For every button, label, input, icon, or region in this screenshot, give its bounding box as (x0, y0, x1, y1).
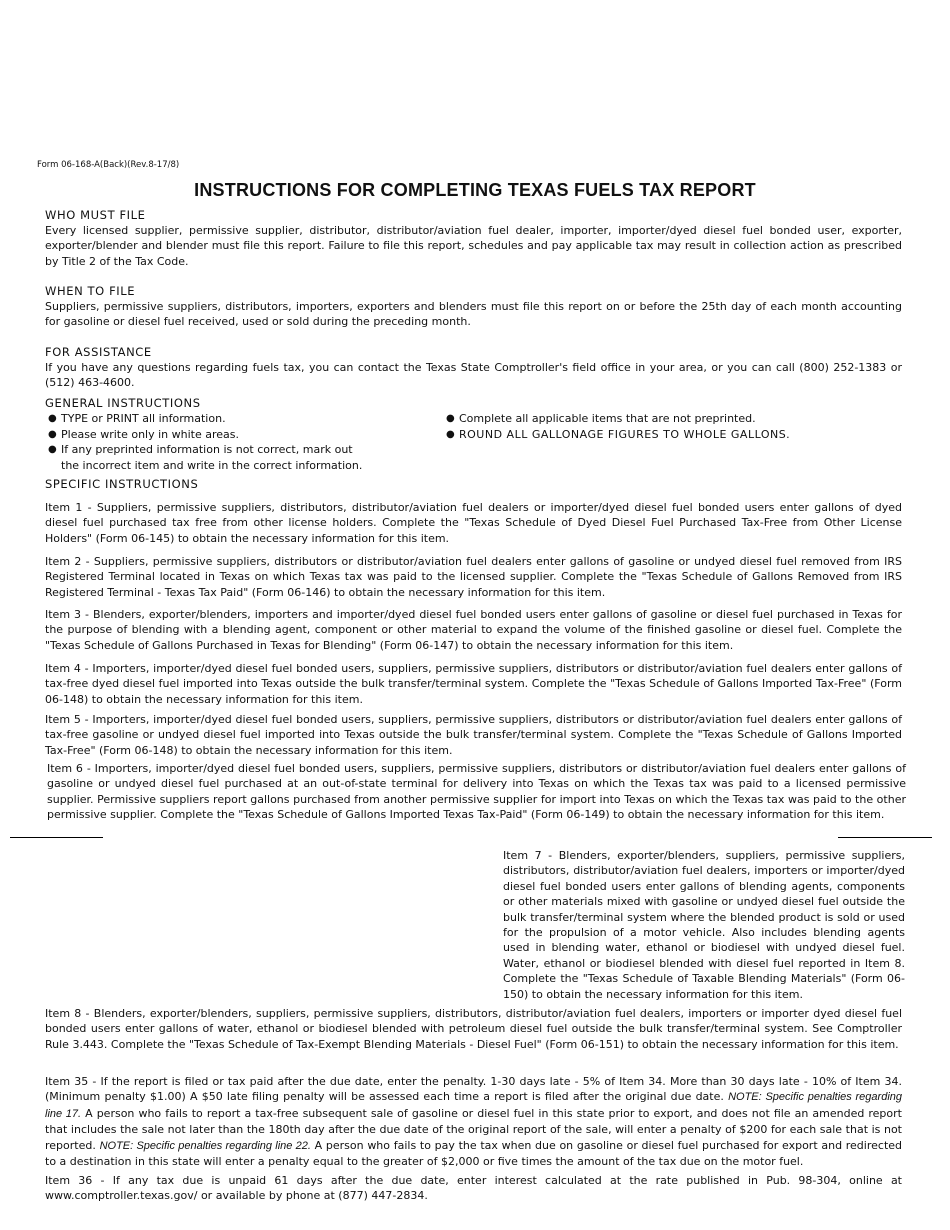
item-36-text: Item 36 - If any tax due is unpaid 61 days after the due date, enter interest calculated at the rate published in Pub. 98-304, online at www.comptroller.texas.gov/ or available by phone at (877) 447-2834. (45, 1174, 902, 1203)
when-to-file-heading: WHEN TO FILE (45, 284, 136, 298)
for-assistance-text: If you have any questions regarding fuels tax, you can contact the Texas State Comptroller's field office in your area, or you can call (800) 252-1383 or (512) 463-4600. (45, 361, 902, 390)
general-bullet-1: ● TYPE or PRINT all information. (48, 412, 226, 425)
item-35-part-c: A person who fails to pay the tax when due on gasoline or diesel fuel purchased for export and redirected to a destination in this state will enter a penalty equal to the greater of $2,000 or five times the amount of the tax due on the motor fuel. (45, 1138, 903, 1169)
general-bullet-3: ● If any preprinted information is not correct, mark out the incorrect item and write in the correct information. (48, 443, 363, 472)
general-bullet-2: ● Please write only in white areas. (48, 428, 239, 441)
item-5-text: Item 5 - Importers, importer/dyed diesel fuel bonded users, suppliers, permissive suppliers, distributors or distributor/aviation fuel dealers enter gallons of tax-free gasoline or undyed diesel fuel imported into Texas outside the bulk transfer/terminal system. Complete the "Texas Schedule of Gallons Imported Tax-Free" (Form 06-148) to obtain the necessary information for this item. (45, 713, 902, 757)
specific-instructions-heading: SPECIFIC INSTRUCTIONS (45, 477, 199, 491)
item-7-text: Item 7 - Blenders, exporter/blenders, suppliers, permissive suppliers, distributors, distributor/aviation fuel dealers, importers or importer/dyed diesel fuel bonded users enter gallons of blending agents, components or other materials mixed with gasoline or undyed diesel fuel outside the bulk transfer/terminal system where the blended product is sold or used for the propulsion of a motor vehicle. Also includes blending agents used in blending water, ethanol or biodiesel with undyed diesel fuel. Water, ethanol or biodiesel blended with diesel fuel reported in Item 8. Complete the "Texas Schedule of Taxable Blending Materials" (Form 06-150) to obtain the necessary information for this item. (503, 849, 905, 1001)
item-35-note-line-22: NOTE: Specific penalties regarding line 22. (99, 1139, 311, 1152)
page-title: INSTRUCTIONS FOR COMPLETING TEXAS FUELS TAX REPORT (194, 180, 756, 200)
item-35-note-line-17: NOTE: Specific penalties regarding line 17. (45, 1091, 902, 1120)
bullet-icon: ● (446, 429, 456, 440)
item-2-text: Item 2 - Suppliers, permissive suppliers, distributors or distributor/aviation fuel dealers enter gallons of gasoline or undyed diesel fuel removed from IRS Registered Terminal located in Texas on which Texas tax was paid to the licensed supplier. Complete the "Texas Schedule of Gallons Removed from IRS Registered Terminal - Texas Tax Paid" (Form 06-146) to obtain the necessary information for this item. (45, 555, 902, 599)
who-must-file-text: Every licensed supplier, permissive supplier, distributor, distributor/aviation fuel dealer, importer, importer/dyed diesel fuel bonded user, exporter, exporter/blender and blender must file this report. Failure to file this report, schedules and pay applicable tax may result in collection action as prescribed by Title 2 of the Tax Code. (45, 224, 902, 268)
bullet-icon: ● (446, 413, 455, 424)
bullet-icon: ● (48, 429, 57, 440)
item-3-text: Item 3 - Blenders, exporter/blenders, importers and importer/dyed diesel fuel bonded users enter gallons of gasoline or diesel fuel purchased in Texas for the purpose of blending with a blending agent, component or other material to expand the volume of the finished gasoline or diesel fuel. Complete the "Texas Schedule of Gallons Purchased in Texas for Blending" (Form 06-147) to obtain the necessary information for this item. (45, 608, 902, 652)
when-to-file-text: Suppliers, permissive suppliers, distributors, importers, exporters and blenders must file this report on or before the 25th day of each month accounting for gasoline or diesel fuel received, used or sold during the preceding month. (45, 300, 902, 329)
who-must-file-heading: WHO MUST FILE (45, 208, 146, 222)
item-6-text: Item 6 - Importers, importer/dyed diesel fuel bonded users, suppliers, permissive suppliers, distributors or distributor/aviation fuel dealers enter gallons of gasoline or undyed diesel fuel purchased at an out-of-state terminal for delivery into Texas on which the Texas tax was paid to a licensed permissive supplier. Permissive suppliers report gallons purchased from another permissive supplier for import into Texas on which the Texas tax was paid to the other permissive supplier. Complete the "Texas Schedule of Gallons Imported Texas Tax-Paid" (Form 06-149) to obtain the necessary information for this item. (47, 762, 906, 822)
divider-left (10, 837, 103, 838)
item-1-text: Item 1 - Suppliers, permissive suppliers, distributors, distributor/aviation fuel dealers or importer/dyed diesel fuel bonded users enter gallons of dyed diesel fuel purchased tax free from other license holders. Complete the "Texas Schedule of Dyed Diesel Fuel Purchased Tax-Free from Other License Holders" (Form 06-145) to obtain the necessary information for this item. (45, 501, 902, 545)
general-instructions-heading: GENERAL INSTRUCTIONS (45, 396, 201, 410)
item-35-text (45, 1074, 902, 1169)
for-assistance-heading: FOR ASSISTANCE (45, 345, 152, 359)
bullet-icon: ● (48, 413, 57, 424)
divider-right (838, 837, 932, 838)
general-bullet-5: ● ROUND ALL GALLONAGE FIGURES TO WHOLE GALLONS. (446, 428, 791, 441)
item-35-part-a: Item 35 - If the report is filed or tax paid after the due date, enter the penalty. 1-30 days late - 5% of Item 34. More than 30 days late - 10% of Item 34. (Minimum penalty $1.00) A $50 late filing penalty will be assessed each time a report is filed after the original due date. (45, 1075, 902, 1104)
form-number: Form 06-168-A(Back)(Rev.8-17/8) (37, 160, 180, 170)
item-8-text: Item 8 - Blenders, exporter/blenders, suppliers, permissive suppliers, distributors, distributor/aviation fuel dealers, importers or importer dyed diesel fuel bonded users enter gallons of water, ethanol or biodiesel blended with petroleum diesel fuel outside the bulk transfer/terminal system. See Comptroller Rule 3.443. Complete the "Texas Schedule of Tax-Exempt Blending Materials - Diesel Fuel" (Form 06-151) to obtain the necessary information for this item. (45, 1007, 902, 1051)
item-35-part-b: A person who fails to report a tax-free subsequent sale of gasoline or diesel fuel in this state prior to export, and does not file an amended report that includes the sale not later than the 180th day after the due date of the original report of the sale, will enter a penalty of $200 for each sale that is not reported. (45, 1106, 902, 1152)
general-bullet-4: ● Complete all applicable items that are not preprinted. (446, 412, 756, 425)
bullet-icon: ● (48, 444, 57, 455)
item-4-text: Item 4 - Importers, importer/dyed diesel fuel bonded users, suppliers, permissive suppliers, distributors or distributor/aviation fuel dealers enter gallons of tax-free dyed diesel fuel imported into Texas outside the bulk transfer/terminal system. Complete the "Texas Schedule of Gallons Imported Tax-Free" (Form 06-148) to obtain the necessary information for this item. (45, 662, 902, 706)
